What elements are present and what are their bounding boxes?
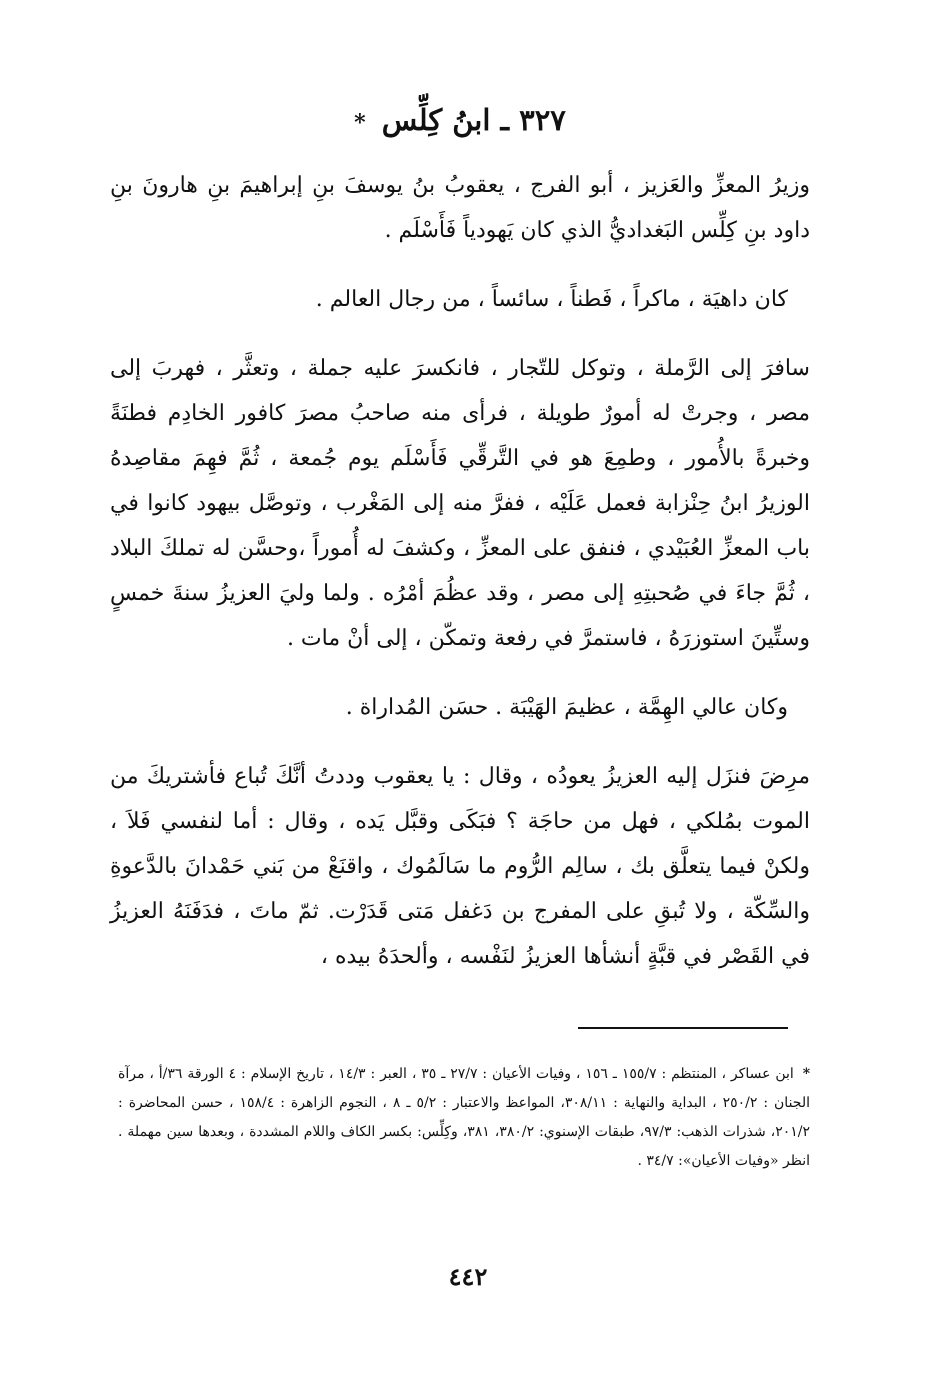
footnote-star: * bbox=[802, 1066, 811, 1082]
footnote-marker: * bbox=[354, 110, 366, 136]
entry-title bbox=[110, 100, 810, 143]
page-body bbox=[110, 100, 810, 1003]
paragraph-lineage: وزيرُ المعزِّ والعَزيز ، أبو الفرج ، يعقوبُ بنُ يوسفَ بنِ إبراهيمَ بنِ هارونَ بنِ داود بنِ كِلِّس البَغداديُّ الذي كان يَهودياً فَأَسْلَم . bbox=[110, 173, 810, 243]
footnote-divider bbox=[578, 1027, 788, 1029]
paragraph-death: مرِضَ فنزَل إليه العزيزُ يعودُه ، وقال : يا يعقوب وددتُ أنَّكَ تُباع فأشتريكَ من الموت بمُلكي ، فهل من حاجَة ؟ فبَكَى وقبَّل يَده ، وقال : أما لنفسي فَلاَ ، ولكنْ فيما يتعلَّق بك ، سالِم الرُّوم ما سَالَمُوك ، واقنَعْ من بَني حَمْدانَ بالدَّعوةِ والسِّكّة ، ولا تُبقِ على المفرج بن دَغفل مَتى قَدَرْت. ثمّ ماتَ ، فدَفَنَهُ العزيزُ في القَصْر في قبَّةٍ أنشأها العزيزُ لنَفْسه ، وألحدَهُ بيده ، bbox=[110, 764, 810, 969]
entry-title-text: ٣٢٧ ـ ابنُ كِلِّس bbox=[381, 103, 566, 137]
page-number: ٤٤٢ bbox=[448, 1262, 488, 1291]
paragraph-character: كان داهيَة ، ماكراً ، فَطناً ، سائساً ، من رجال العالم . bbox=[315, 287, 788, 312]
paragraph-qualities: وكان عالي الهِمَّة ، عظيمَ الهَيْبَة . حسَن المُداراة . bbox=[345, 695, 788, 720]
paragraph-career: سافرَ إلى الرَّملة ، وتوكل للتّجار ، فانكسرَ عليه جملة ، وتعثَّر ، فهربَ إلى مصر ، وجرتْ له أمورٌ طويلة ، فرأى منه صاحبُ مصرَ كافور الخادِم فطنَةً وخبرةً بالأُمور ، وطمِعَ هو في التَّرقِّي فَأَسْلَم يوم جُمعة ، ثُمَّ فهِمَ مقاصِدهُ الوزيرُ ابنُ حِنْزابة فعمل عَلَيْه ، ففرَّ منه إلى المَغْرب ، وتوصَّل بيهود كانوا في باب المعزِّ العُبَيْدي ، فنفق على المعزِّ ، وكشفَ له أُموراً ،وحسَّن له تملكَ البلاد ، ثُمَّ جاءَ في صُحبتِهِ إلى مصر ، وقد عظُمَ أمْرُه . ولما وليَ العزيزُ سنةَ خمسٍ وستِّينَ استوزرَهُ ، فاستمرَّ في رفعة وتمكّن ، إلى أنْ مات . bbox=[110, 356, 810, 651]
footnote-text: ابن عساكر ، المنتظم : ١٥٥/٧ ـ ١٥٦ ، وفيات الأعيان : ٢٧/٧ ـ ٣٥ ، العبر : ١٤/٣ ، تاريخ الإسلام : ٤ الورقة ٣٦/أ ، مرآة الجنان : ٢٥٠/٢ ، البداية والنهاية : ٣٠٨/١١، المواعظ والاعتبار : ٥/٢ ـ ٨ ، النجوم الزاهرة : ١٥٨/٤ ، حسن المحاضرة : ٢٠١/٢، شذرات الذهب: ٩٧/٣، طبقات الإسنوي: ٣٨٠/٢، ٣٨١، وكِلِّس: بكسر الكاف واللام المشددة ، وبعدها سين مهملة . انظر «وفيات الأعيان»: ٣٤/٧ . bbox=[118, 1066, 810, 1169]
footnote bbox=[118, 1060, 810, 1176]
